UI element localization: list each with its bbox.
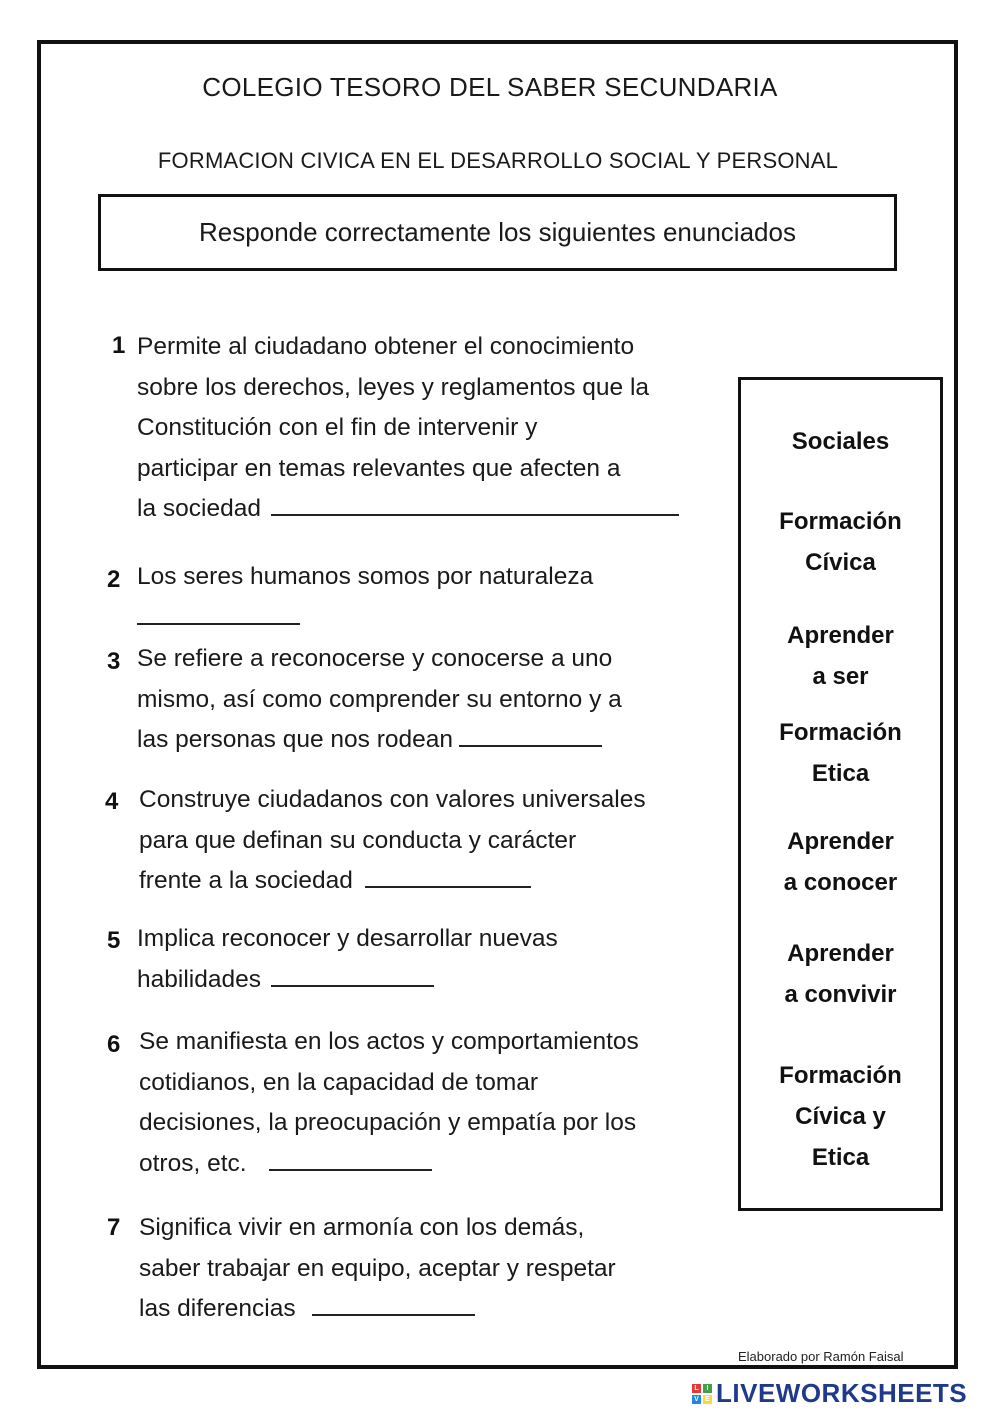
instructions-box <box>98 194 897 271</box>
answer-blank-5[interactable] <box>271 963 434 987</box>
question-7-number: 7 <box>107 1214 121 1241</box>
logo-letter: I <box>703 1384 712 1393</box>
question-6 <box>139 1022 639 1184</box>
word-bank-item <box>741 421 940 462</box>
answer-blank-4[interactable] <box>365 864 531 888</box>
logo-letter: L <box>692 1384 701 1393</box>
question-3-last-line <box>137 720 622 761</box>
question-1-line: Permite al ciudadano obtener el conocimiento <box>137 333 635 360</box>
question-1-line: participar en temas relevantes que afecten a <box>137 454 621 482</box>
word-bank-line: a convivir <box>784 981 897 1008</box>
logo-letter: E <box>703 1395 712 1404</box>
answer-blank-1[interactable] <box>271 492 679 516</box>
word-bank-line: Aprender <box>787 940 894 967</box>
question-6-line: Se manifiesta en los actos y comportamientos <box>139 1028 639 1055</box>
question-7-last-line <box>139 1289 616 1330</box>
question-3 <box>137 639 622 761</box>
word-bank-line: Formación <box>779 508 902 535</box>
question-3-number: 3 <box>107 648 121 675</box>
word-bank <box>738 377 943 1211</box>
question-4-last-line <box>139 861 646 902</box>
question-6-line: decisiones, la preocupación y empatía por los <box>139 1109 637 1136</box>
question-1-last-line <box>137 489 679 530</box>
question-1-line: Constitución con el fin de intervenir y <box>137 414 538 441</box>
logo-letter: V <box>692 1395 701 1404</box>
question-1 <box>137 327 679 530</box>
question-1-line: sobre los derechos, leyes y reglamentos que la <box>137 373 650 401</box>
question-7-line: Significa vivir en armonía con los demás, <box>139 1214 585 1241</box>
question-2-number: 2 <box>107 566 121 593</box>
question-5-number: 5 <box>107 927 121 954</box>
word-bank-line: Aprender <box>787 622 894 649</box>
answer-blank-3[interactable] <box>459 723 602 747</box>
word-bank-line: Formación <box>779 719 902 746</box>
question-3-line: mismo, así como comprender su entorno y a <box>137 685 622 713</box>
word-bank-item <box>741 615 940 697</box>
question-5-line: Implica reconocer y desarrollar nuevas <box>137 925 558 952</box>
question-5 <box>137 919 558 1000</box>
question-2-line: Los seres humanos somos por naturaleza <box>137 563 594 590</box>
question-4-number: 4 <box>105 788 119 815</box>
word-bank-line: Cívica y <box>795 1103 886 1130</box>
word-bank-line: Formación <box>779 1062 902 1089</box>
word-bank-item <box>741 1055 940 1178</box>
question-6-line: otros, etc. <box>139 1149 247 1177</box>
question-7-line: las diferencias <box>139 1295 296 1322</box>
word-bank-item <box>741 501 940 583</box>
instructions-text: Responde correctamente los siguientes enunciados <box>199 217 796 247</box>
question-4-line: Construye ciudadanos con valores universales <box>139 786 646 813</box>
question-4-line: frente a la sociedad <box>139 867 353 894</box>
author-credit: Elaborado por Ramón Faisal <box>738 1349 904 1364</box>
question-6-line: cotidianos, en la capacidad de tomar <box>139 1068 539 1096</box>
question-1-line: la sociedad <box>137 495 261 522</box>
question-4 <box>139 780 646 902</box>
word-bank-line: Aprender <box>787 828 894 855</box>
liveworksheets-wordmark: LIVEWORKSHEETS <box>716 1378 968 1408</box>
answer-blank-2[interactable] <box>137 601 300 625</box>
word-bank-line: Etica <box>811 1144 870 1171</box>
word-bank-item <box>741 933 940 1015</box>
question-3-line: Se refiere a reconocerse y conocerse a uno <box>137 645 613 672</box>
school-name: COLEGIO TESORO DEL SABER SECUNDARIA <box>202 72 778 102</box>
question-2 <box>137 557 593 638</box>
question-1-number: 1 <box>112 332 126 359</box>
word-bank-item <box>741 821 940 903</box>
question-4-line: para que definan su conducta y carácter <box>139 826 577 854</box>
question-3-line: las personas que nos rodean <box>137 726 453 753</box>
liveworksheets-icon <box>692 1384 712 1404</box>
question-5-last-line <box>137 960 558 1001</box>
word-bank-line: a ser <box>812 663 869 690</box>
word-bank-item <box>741 712 940 794</box>
word-bank-line: a conocer <box>783 869 898 896</box>
subject-title: FORMACION CIVICA EN EL DESARROLLO SOCIAL Y PERSONAL <box>157 148 839 173</box>
answer-blank-6[interactable] <box>269 1147 432 1171</box>
liveworksheets-logo[interactable] <box>692 1378 967 1409</box>
word-bank-line: Etica <box>811 760 870 787</box>
word-bank-line: Cívica <box>805 549 876 576</box>
word-bank-line: Sociales <box>791 428 890 455</box>
question-7-line: saber trabajar en equipo, aceptar y respetar <box>139 1254 616 1282</box>
question-6-number: 6 <box>107 1031 121 1058</box>
question-7 <box>139 1208 616 1330</box>
question-6-last-line <box>139 1144 639 1185</box>
answer-blank-7[interactable] <box>312 1292 475 1316</box>
question-2-blank-line <box>137 598 593 639</box>
question-5-line: habilidades <box>137 965 261 993</box>
